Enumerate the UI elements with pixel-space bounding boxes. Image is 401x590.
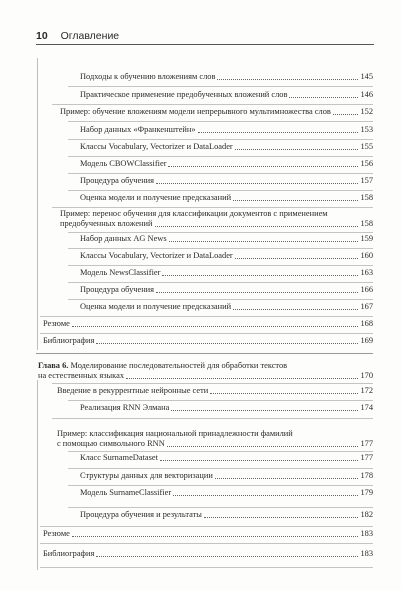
entry-page: 177: [360, 439, 373, 448]
separator: [40, 543, 373, 544]
toc-entry[interactable]: [0, 488, 373, 498]
entry-page: 177: [360, 453, 373, 462]
separator: [52, 383, 373, 384]
separator: [68, 248, 373, 249]
separator: [68, 282, 373, 283]
entry-title: Практическое применение предобученных вложений слов: [80, 90, 288, 99]
header-rule: [36, 44, 374, 45]
toc-entry[interactable]: [0, 125, 373, 135]
leader-dots: [235, 258, 359, 259]
entry-page: 155: [360, 142, 373, 151]
separator: [68, 156, 373, 157]
toc-entry[interactable]: [0, 285, 373, 295]
toc-entry[interactable]: [0, 72, 373, 82]
entry-title: Модель SurnameClassifier: [80, 488, 172, 497]
separator: [40, 526, 373, 527]
separator: [40, 567, 373, 568]
entry-title: Пример: классификация национальной принадлежности фамилий: [57, 429, 293, 438]
entry-page: 182: [360, 510, 373, 519]
separator: [68, 299, 373, 300]
toc-entry[interactable]: [0, 159, 373, 169]
leader-dots: [72, 536, 359, 537]
chapter-label: Глава 6.: [38, 361, 69, 370]
entry-title: Оценка модели и получение предсказаний: [80, 193, 232, 202]
entry-page: 168: [360, 319, 373, 328]
running-title: Оглавление: [60, 30, 120, 42]
entry-title: Процедура обучения: [80, 285, 155, 294]
entry-title: Класс SurnameDataset: [80, 453, 158, 462]
toc-entry[interactable]: [0, 429, 373, 449]
leader-dots: [169, 241, 359, 242]
entry-page: 146: [360, 90, 373, 99]
toc-entry[interactable]: [0, 453, 373, 463]
toc-entry[interactable]: [0, 386, 373, 396]
separator: [68, 400, 373, 401]
entry-title: Введение в рекуррентные нейронные сети: [57, 386, 209, 395]
entry-page: 167: [360, 302, 373, 311]
entry-title-continuation: на естественных языках: [38, 371, 125, 380]
toc-entry[interactable]: [0, 336, 373, 346]
leader-dots: [210, 393, 358, 394]
separator: [52, 207, 373, 208]
toc-entry[interactable]: [0, 319, 373, 329]
entry-page: 179: [360, 488, 373, 497]
entry-page: 172: [360, 386, 373, 395]
leader-dots: [333, 114, 359, 115]
entry-title: Набор данных AG News: [80, 234, 167, 243]
leader-dots: [126, 378, 358, 379]
toc-entry[interactable]: [0, 142, 373, 152]
entry-page: 183: [360, 549, 373, 558]
entry-title-continuation: предобученных вложений: [60, 219, 153, 228]
leader-dots: [96, 343, 358, 344]
entry-title: Резюме: [43, 529, 70, 538]
entry-title: Резюме: [43, 319, 70, 328]
leader-dots: [72, 326, 359, 327]
entry-page: 169: [360, 336, 373, 345]
leader-dots: [156, 292, 358, 293]
entry-title: Оценка модели и получение предсказаний: [80, 302, 232, 311]
entry-title: Процедура обучения и результаты: [80, 510, 202, 519]
toc-chapter-entry[interactable]: [0, 361, 373, 381]
separator: [68, 451, 373, 452]
entry-page: 178: [360, 471, 373, 480]
entry-page: 157: [360, 176, 373, 185]
leader-dots: [233, 200, 358, 201]
leader-dots: [235, 149, 359, 150]
entry-page: 158: [360, 193, 373, 202]
entry-title: Процедура обучения: [80, 176, 155, 185]
page-header: [36, 30, 376, 42]
entry-title: Библиография: [43, 336, 95, 345]
entry-title-continuation: с помощью символьного RNN: [57, 439, 165, 448]
entry-page: 153: [360, 125, 373, 134]
toc-entry[interactable]: [0, 268, 373, 278]
leader-dots: [217, 79, 358, 80]
entry-page: 166: [360, 285, 373, 294]
entry-title: Пример: перенос обучения для классификации документов с применением: [60, 209, 328, 218]
page-number: 10: [36, 30, 48, 42]
leader-dots: [162, 275, 358, 276]
entry-page: 163: [360, 268, 373, 277]
leader-dots: [173, 495, 358, 496]
toc-entry[interactable]: [0, 234, 373, 244]
entry-title: Модель NewsClassifier: [80, 268, 161, 277]
leader-dots: [168, 166, 358, 167]
entry-page: 145: [360, 72, 373, 81]
leader-dots: [233, 309, 358, 310]
separator: [68, 468, 373, 469]
separator: [68, 232, 373, 233]
entry-title: Библиография: [43, 549, 95, 558]
entry-title: Модель CBOWClassifier: [80, 159, 167, 168]
separator: [40, 316, 373, 317]
leader-dots: [167, 446, 359, 447]
separator: [68, 173, 373, 174]
leader-dots: [198, 132, 359, 133]
separator: [68, 121, 373, 122]
toc-entry[interactable]: [0, 403, 373, 413]
toc-entry[interactable]: [0, 529, 373, 539]
entry-page: 159: [360, 234, 373, 243]
separator: [68, 86, 373, 87]
leader-dots: [215, 478, 359, 479]
entry-title: Структуры данных для векторизации: [80, 471, 213, 480]
entry-title: Классы Vocabulary, Vectorizer и DataLoader: [80, 251, 233, 260]
leader-dots: [96, 556, 358, 557]
entry-page: 170: [360, 371, 373, 380]
entry-title: Реализация RNN Элмана: [80, 403, 170, 412]
entry-title: Классы Vocabulary, Vectorizer и DataLoader: [80, 142, 233, 151]
entry-page: 158: [360, 219, 373, 228]
separator: [52, 104, 373, 105]
toc-entry[interactable]: [0, 209, 373, 229]
entry-title: Моделирование последовательностей для обработки текстов: [70, 361, 288, 370]
entry-title: Пример: обучение вложениям модели непрерывного мультимножества слов: [60, 107, 331, 116]
entry-page: 183: [360, 529, 373, 538]
entry-page: 156: [360, 159, 373, 168]
toc-entry[interactable]: [0, 549, 373, 559]
leader-dots: [160, 460, 359, 461]
separator: [52, 418, 373, 419]
leader-dots: [289, 97, 358, 98]
entry-page: 174: [360, 403, 373, 412]
leader-dots: [204, 517, 359, 518]
separator: [68, 485, 373, 486]
separator: [68, 139, 373, 140]
leader-dots: [155, 226, 359, 227]
separator: [40, 333, 373, 334]
toc-entry[interactable]: [0, 107, 373, 117]
separator: [68, 265, 373, 266]
entry-title: Подходы к обучению вложениям слов: [80, 72, 216, 81]
leader-dots: [171, 410, 358, 411]
toc-entry[interactable]: [0, 90, 373, 100]
separator: [68, 190, 373, 191]
toc-entry[interactable]: [0, 176, 373, 186]
entry-page: 152: [360, 107, 373, 116]
toc-entry[interactable]: [0, 302, 373, 312]
toc-entry[interactable]: [0, 251, 373, 261]
toc-entry[interactable]: [0, 510, 373, 520]
toc-entry[interactable]: [0, 471, 373, 481]
separator: [68, 507, 373, 508]
entry-page: 160: [360, 251, 373, 260]
chapter-rule: [36, 353, 373, 354]
toc-entry[interactable]: [0, 193, 373, 203]
entry-title: Набор данных «Франкенштейн»: [80, 125, 196, 134]
leader-dots: [156, 183, 358, 184]
